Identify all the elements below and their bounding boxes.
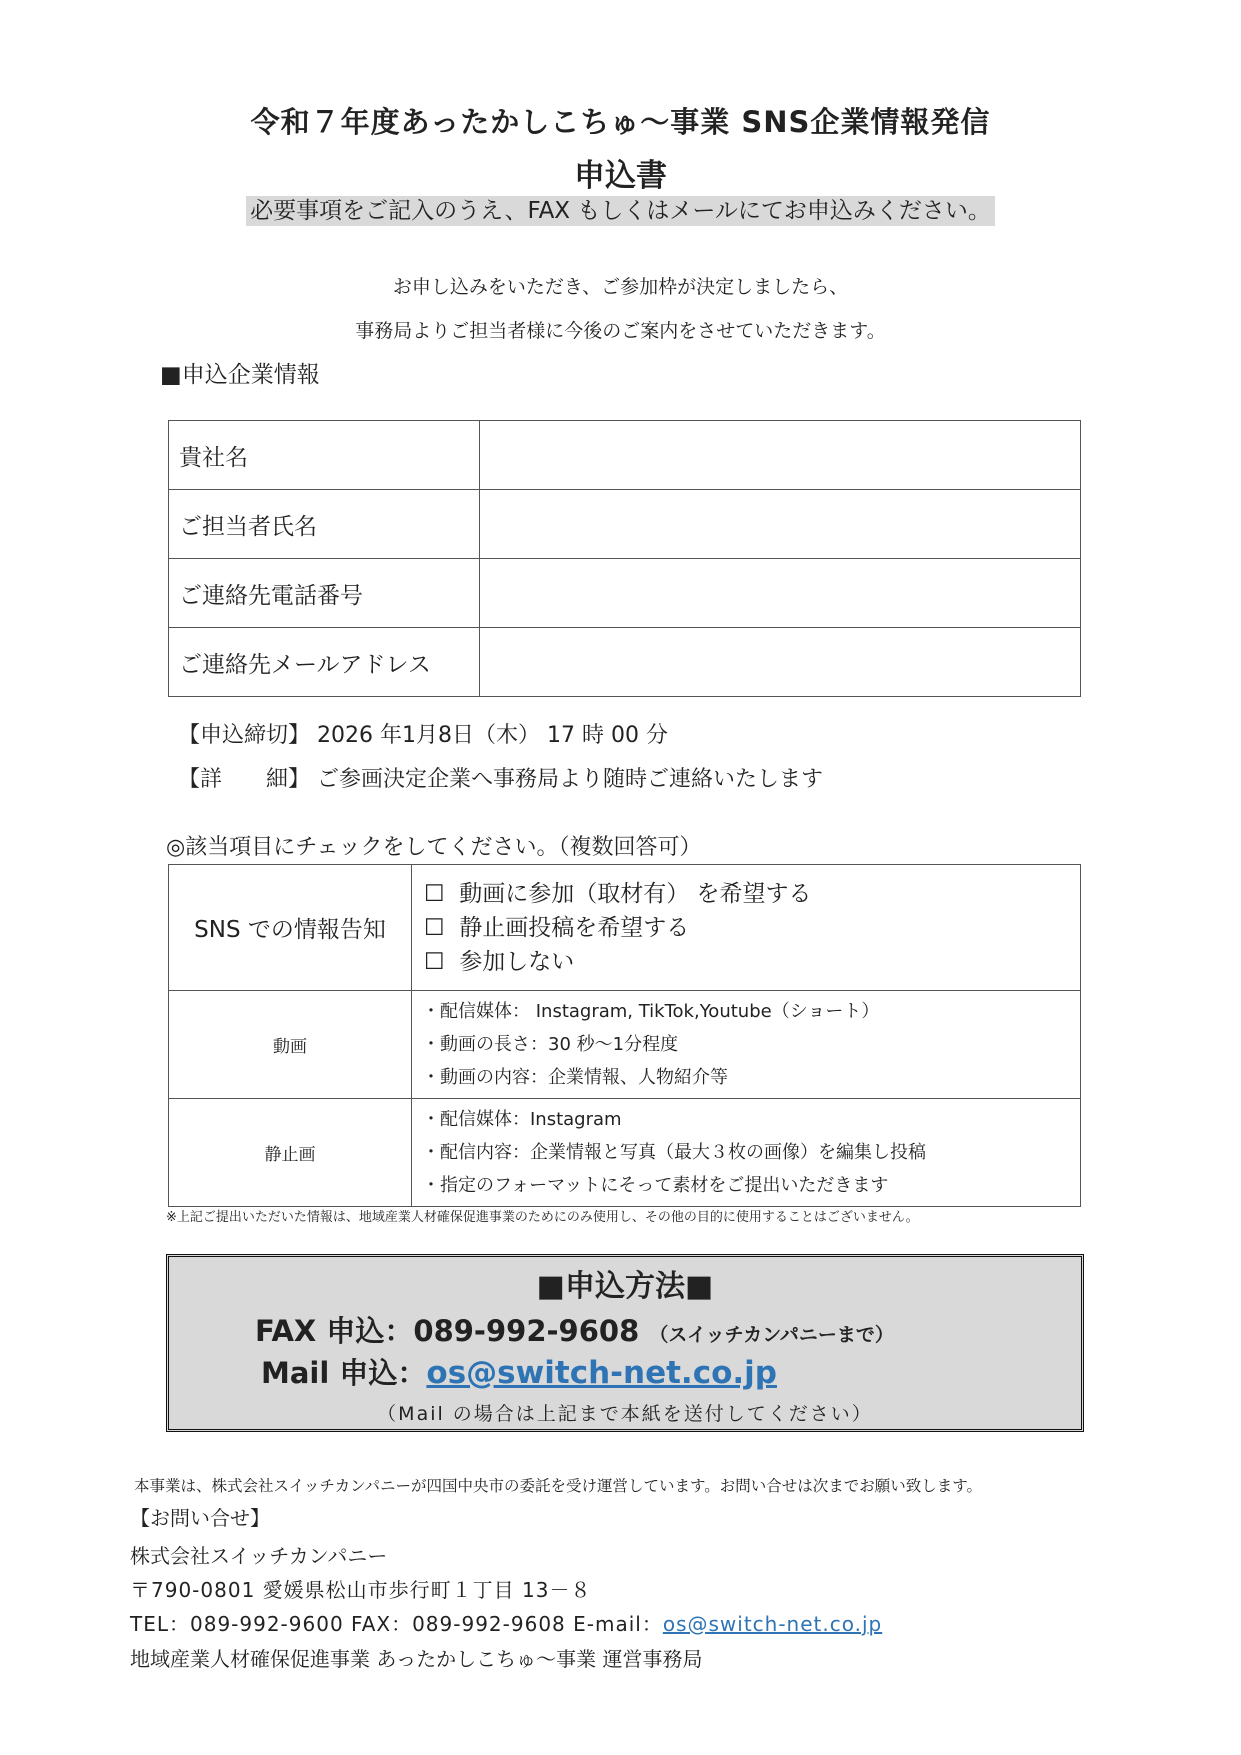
option-still[interactable]: [424, 911, 1068, 945]
video-line: ・配信媒体： Instagram, TikTok,Youtube（ショート）: [422, 1001, 880, 1022]
deadline-value: 2026 年1月8日（木） 17 時 00 分: [317, 723, 668, 748]
deadline-label: 【申込締切】: [178, 723, 311, 748]
company-address: 〒790-0801 愛媛県松山市歩行町１丁目 13－８: [130, 1578, 592, 1602]
mail-line: [261, 1351, 777, 1392]
email-label: ご連絡先メールアドレス: [169, 628, 480, 697]
option-none[interactable]: [424, 945, 1068, 979]
tel-fax-text: TEL：089-992-9600 FAX：089-992-9608 E-mail：: [130, 1612, 663, 1636]
table-row: [169, 1099, 1081, 1207]
email-field[interactable]: [480, 628, 1081, 697]
video-label: 動画: [169, 991, 412, 1099]
document-subtitle: 申込書: [574, 158, 667, 194]
email-link[interactable]: os@switch-net.co.jp: [662, 1612, 883, 1636]
table-row: [169, 421, 1081, 490]
deadline-line: [178, 718, 668, 749]
video-details: [412, 991, 1081, 1099]
contact-person-field[interactable]: [480, 490, 1081, 559]
option-video[interactable]: [424, 877, 1068, 911]
table-row: [169, 865, 1081, 991]
checkbox[interactable]: ☐: [424, 880, 445, 907]
still-line: ・配信媒体：Instagram: [422, 1109, 622, 1130]
office-name: 地域産業人材確保促進事業 あったかしこちゅ～事業 運営事務局: [130, 1647, 703, 1671]
video-line: ・動画の内容：企業情報、人物紹介等: [422, 1067, 728, 1088]
checkbox[interactable]: ☐: [424, 948, 445, 975]
fax-note: （スイッチカンパニーまで）: [649, 1324, 894, 1346]
detail-line: [178, 762, 823, 793]
company-name-label: 貴社名: [169, 421, 480, 490]
mail-link[interactable]: os@switch-net.co.jp: [426, 1355, 777, 1391]
table-row: [169, 991, 1081, 1099]
still-label: 静止画: [169, 1099, 412, 1207]
table-row: [169, 490, 1081, 559]
detail-label: 【詳 細】: [178, 767, 311, 792]
application-method-box: [166, 1254, 1084, 1432]
fax-label: FAX 申込：: [255, 1314, 414, 1348]
option-label: 参加しない: [459, 948, 575, 975]
phone-label: ご連絡先電話番号: [169, 559, 480, 628]
mail-label: Mail 申込：: [261, 1356, 427, 1390]
company-name: 株式会社スイッチカンパニー: [130, 1544, 388, 1568]
still-details: [412, 1099, 1081, 1207]
table-row: [169, 559, 1081, 628]
checkbox[interactable]: ☐: [424, 914, 445, 941]
detail-value: ご参画決定企業へ事務局より随時ご連絡いたします: [317, 767, 824, 792]
sns-label: SNS での情報告知: [169, 865, 412, 991]
method-title: ■申込方法■: [536, 1269, 714, 1304]
contact-heading: 【お問い合せ】: [130, 1506, 270, 1530]
option-label: 動画に参加（取材有） を希望する: [459, 880, 812, 907]
contact-numbers: [130, 1608, 882, 1637]
still-line: ・指定のフォーマットにそって素材をご提出いただきます: [422, 1175, 889, 1196]
method-note: （Mail の場合は上記まで本紙を送付してください）: [377, 1403, 873, 1425]
instruction-banner: [0, 192, 1241, 225]
footer-note: 本事業は、株式会社スイッチカンパニーが四国中央市の委託を受け運営しています。お問い合せは次までお願い致します。: [134, 1477, 983, 1495]
document-title: 令和７年度あったかしこちゅ～事業 SNS企業情報発信: [250, 105, 991, 139]
still-line: ・配信内容：企業情報と写真（最大３枚の画像）を編集し投稿: [422, 1142, 926, 1163]
check-instruction: ◎該当項目にチェックをしてください。（複数回答可）: [166, 835, 702, 860]
phone-field[interactable]: [480, 559, 1081, 628]
video-line: ・動画の長さ：30 秒～1分程度: [422, 1034, 679, 1055]
instruction-text: 必要事項をご記入のうえ、FAX もしくはメールにてお申込みください。: [246, 196, 995, 226]
sns-options: [412, 865, 1081, 991]
company-info-table: [168, 420, 1081, 697]
fax-number: 089-992-9608: [413, 1314, 640, 1348]
option-label: 静止画投稿を希望する: [459, 914, 690, 941]
contact-person-label: ご担当者氏名: [169, 490, 480, 559]
table-row: [169, 628, 1081, 697]
notice-line-1: お申し込みをいただき、ご参加枠が決定しましたら、: [392, 276, 849, 298]
notice-line-2: 事務局よりご担当者様に今後のご案内をさせていただきます。: [355, 320, 886, 342]
sns-options-table: [168, 864, 1081, 1207]
company-section-heading: ■申込企業情報: [160, 362, 320, 388]
privacy-note: ※上記ご提出いただいた情報は、地域産業人材確保促進事業のためにのみ使用し、その他の目的に使用することはございません。: [166, 1210, 919, 1225]
fax-line: [255, 1309, 894, 1350]
company-name-field[interactable]: [480, 421, 1081, 490]
